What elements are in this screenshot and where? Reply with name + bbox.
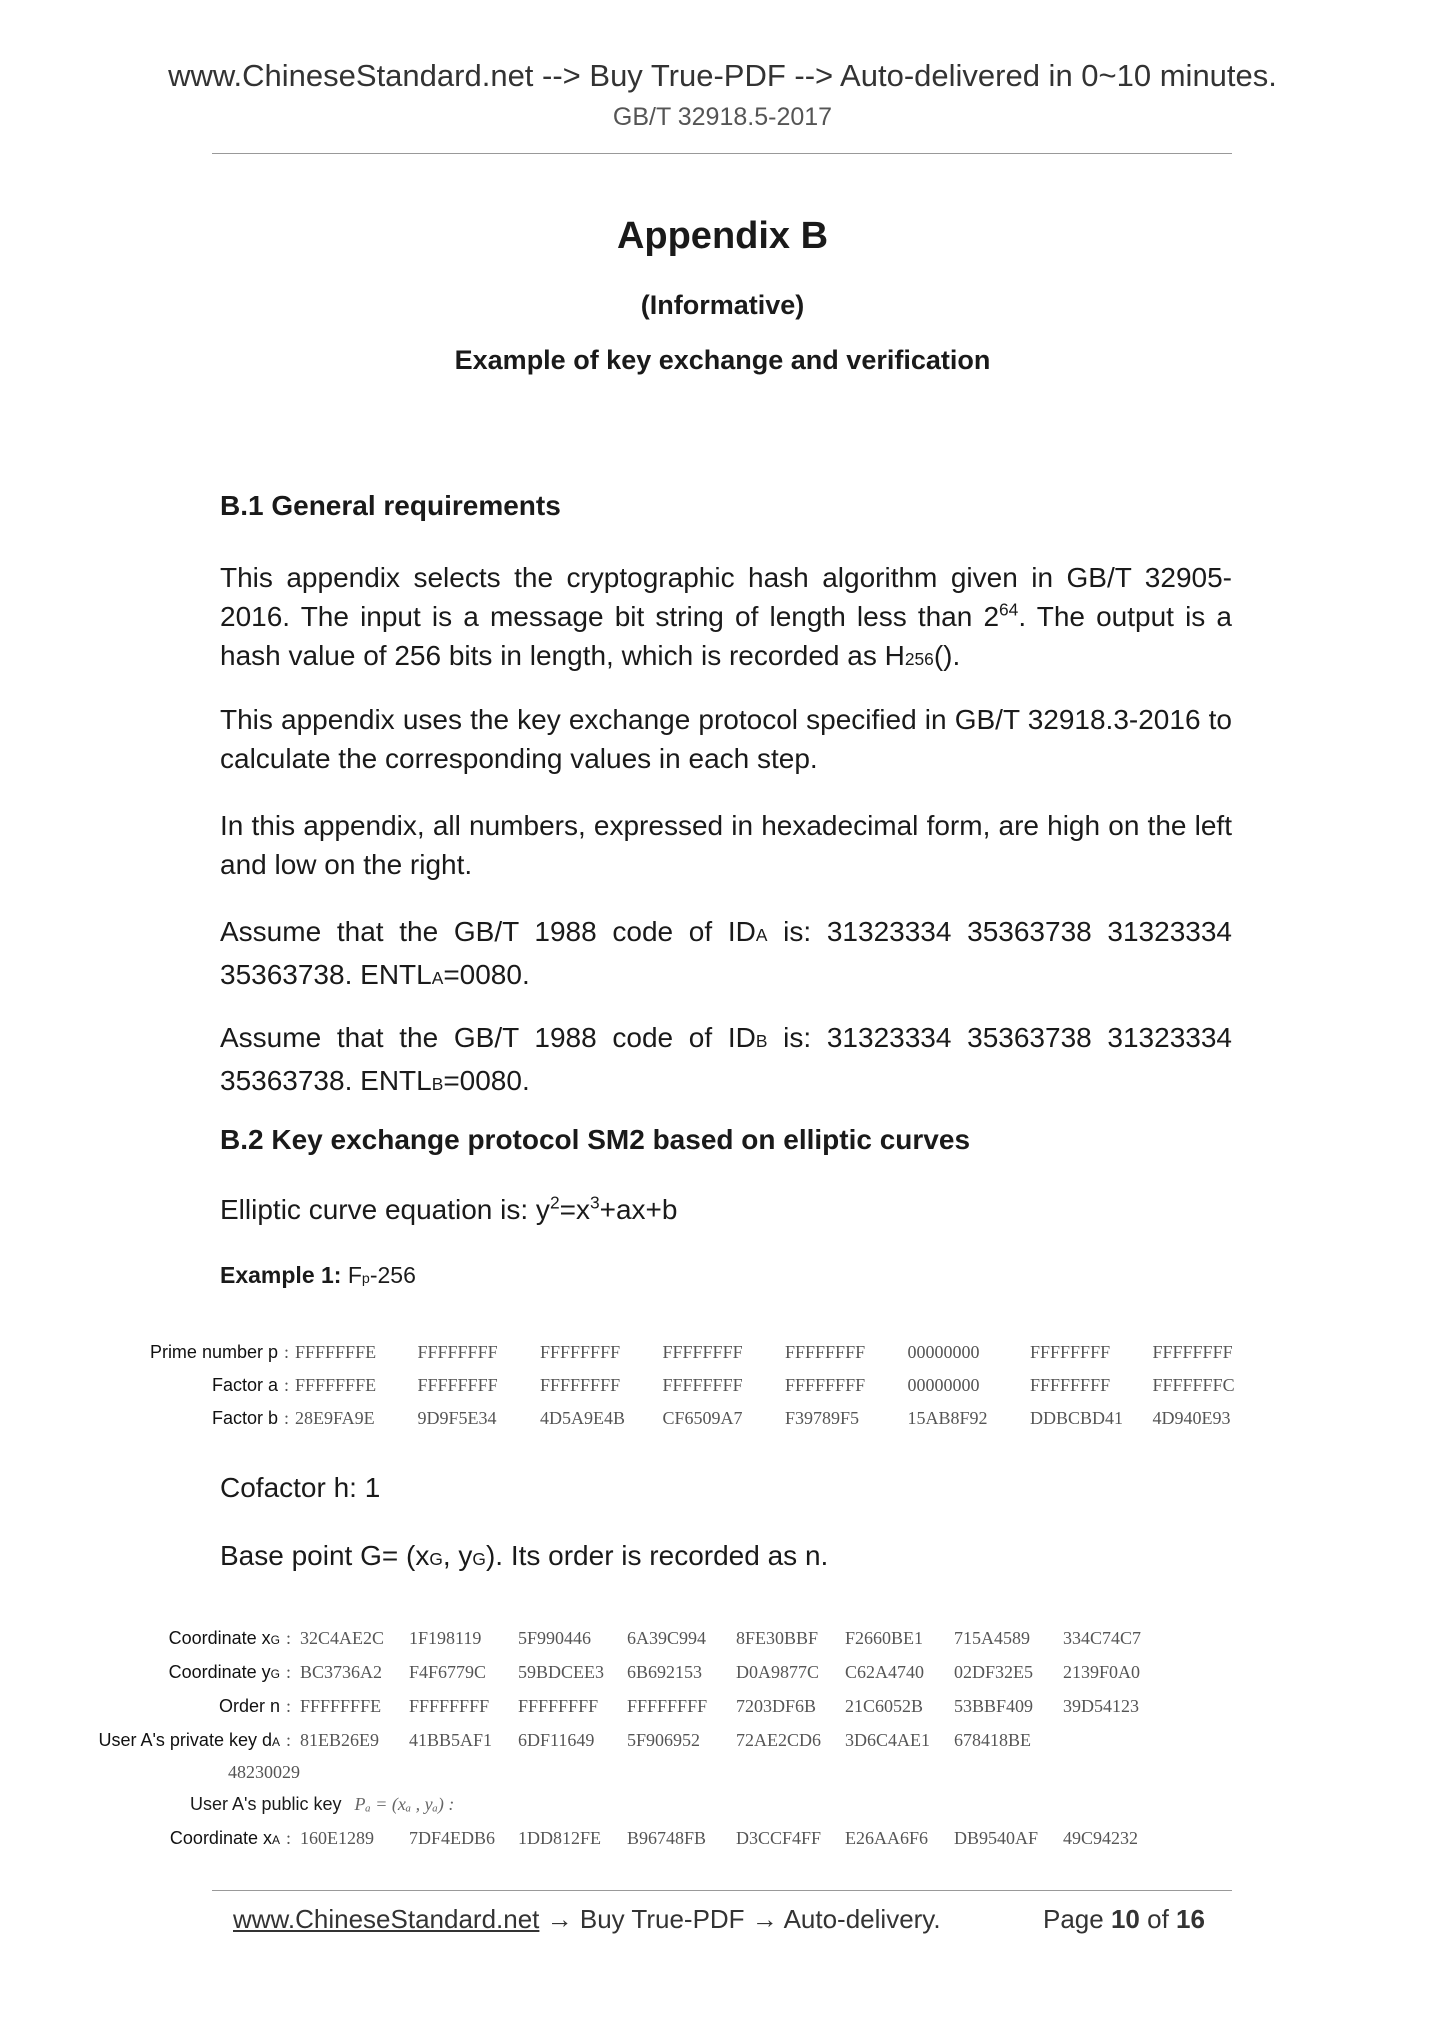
hex-value: 3D6C4AE1 — [845, 1730, 930, 1750]
hex-value: FFFFFFFE — [295, 1375, 377, 1395]
paragraph-hex: In this appendix, all numbers, expressed in hexadecimal form, are high on the left and low on the right. — [220, 810, 1232, 880]
parameter-label: Prime number p — [149, 1342, 278, 1362]
parameter-label: Factor b — [211, 1408, 278, 1428]
parameter-row — [0, 1730, 1445, 1758]
hex-value: 59BDCEE3 — [518, 1662, 605, 1682]
hex-value: BC3736A2 — [300, 1662, 383, 1682]
hex-value: B96748FB — [627, 1828, 707, 1848]
hex-value: FFFFFFFF — [662, 1342, 743, 1362]
appendix-title: Appendix B — [616, 215, 829, 257]
hex-value: 6A39C994 — [627, 1628, 707, 1648]
hex-value: DDBCBD41 — [1030, 1408, 1124, 1428]
parameter-row — [0, 1408, 1445, 1436]
footer-link[interactable]: www.ChineseStandard.net — [233, 1904, 540, 1934]
hex-value: 334C74C7 — [1063, 1628, 1142, 1648]
hex-value: 8FE30BBF — [736, 1628, 819, 1648]
hex-value: FFFFFFFF — [662, 1375, 743, 1395]
colon-separator: : — [286, 1696, 292, 1716]
colon-separator: : — [284, 1375, 290, 1395]
paragraph-ida: Assume that the GB/T 1988 code of IDA is: 31323334 35363738 31323334 35363738. ENTLA=0080. — [220, 916, 1232, 990]
hex-value: 72AE2CD6 — [736, 1730, 821, 1750]
hex-value: 160E1289 — [300, 1828, 374, 1848]
colon-separator: : — [284, 1408, 290, 1428]
hex-value: F39789F5 — [785, 1408, 860, 1428]
hex-value: F4F6779C — [409, 1662, 487, 1682]
parameter-label: Factor a — [211, 1375, 278, 1395]
hex-value: 28E9FA9E — [295, 1408, 375, 1428]
hex-value: 00000000 — [907, 1342, 980, 1362]
paragraph-protocol: This appendix uses the key exchange protocol specified in GB/T 32918.3-2016 to calculate the corresponding values in each step. — [220, 704, 1232, 774]
hex-value: 5F906952 — [627, 1730, 701, 1750]
colon-separator: : — [286, 1730, 292, 1750]
hex-value: 41BB5AF1 — [409, 1730, 493, 1750]
hex-value: 7DF4EDB6 — [409, 1828, 496, 1848]
hex-value: 9D9F5E34 — [417, 1408, 497, 1428]
footer-rule — [212, 1890, 1232, 1891]
hex-value: F2660BE1 — [845, 1628, 924, 1648]
hex-value: 81EB26E9 — [300, 1730, 379, 1750]
paragraph-hash: This appendix selects the cryptographic hash algorithm given in GB/T 32905-2016. The input is a message bit string of length less than $2^{64}$. The output is a hash value of 256 bits in length, which is recorded as H256(). — [220, 562, 1233, 671]
hex-value: 6DF11649 — [518, 1730, 595, 1750]
hex-value: 715A4589 — [954, 1628, 1030, 1648]
page-number: 10 — [1110, 1904, 1140, 1934]
appendix-subtitle: Example of key exchange and verification — [454, 345, 991, 375]
hex-value: FFFFFFFC — [1152, 1375, 1235, 1395]
public-key-row — [190, 1794, 454, 1815]
parameter-label: Order n — [218, 1696, 280, 1716]
hex-value: FFFFFFFF — [540, 1342, 621, 1362]
hex-value: FFFFFFFF — [540, 1375, 621, 1395]
hex-value: 49C94232 — [1063, 1828, 1139, 1848]
public-key-label: User A's public key — [190, 1794, 342, 1814]
hex-value: FFFFFFFF — [409, 1696, 490, 1716]
hex-value: 39D54123 — [1063, 1696, 1139, 1716]
hex-value: C62A4740 — [845, 1662, 925, 1682]
parameter-label: Coordinate xA — [169, 1828, 280, 1848]
hex-value: FFFFFFFF — [518, 1696, 599, 1716]
curve-equation: Elliptic curve equation is: $y^2=x^3+ax+b$ — [220, 1192, 678, 1225]
hex-value: 4D940E93 — [1152, 1408, 1231, 1428]
hex-value: FFFFFFFF — [1030, 1375, 1111, 1395]
hex-value: FFFFFFFE — [300, 1696, 382, 1716]
hex-value: FFFFFFFF — [1030, 1342, 1111, 1362]
hex-value: 00000000 — [907, 1375, 980, 1395]
parameter-label: Coordinate yG — [168, 1662, 280, 1682]
parameter-label: User A's private key dA — [98, 1730, 280, 1750]
header-banner: www.ChineseStandard.net --> Buy True-PDF --> Auto-delivered in 0~10 minutes. — [168, 58, 1277, 93]
parameter-row — [0, 1662, 1445, 1690]
hex-value: D0A9877C — [736, 1662, 820, 1682]
hex-value: D3CCF4FF — [736, 1828, 822, 1848]
hex-value: 678418BE — [954, 1730, 1032, 1750]
hex-value: E26AA6F6 — [845, 1828, 929, 1848]
hex-value: 15AB8F92 — [907, 1408, 988, 1428]
hex-value: 02DF32E5 — [954, 1662, 1034, 1682]
hex-value: FFFFFFFF — [627, 1696, 708, 1716]
page-indicator: Page 10 of 16 — [1043, 1904, 1205, 1934]
hex-value: FFFFFFFF — [785, 1375, 866, 1395]
parameter-row — [0, 1375, 1445, 1403]
cofactor-text: Cofactor h: 1 — [220, 1472, 381, 1503]
footer-text: www.ChineseStandard.net → Buy True-PDF → Auto-delivery. — [233, 1904, 941, 1934]
hex-value: 21C6052B — [845, 1696, 924, 1716]
hex-value: 1DD812FE — [518, 1828, 602, 1848]
page-total: 16 — [1176, 1904, 1205, 1934]
document-code: GB/T 32918.5-2017 — [612, 103, 833, 131]
hex-value: 2139F0A0 — [1063, 1662, 1141, 1682]
parameter-label: Coordinate xG — [168, 1628, 280, 1648]
hex-value: FFFFFFFF — [417, 1375, 498, 1395]
hex-value: 7203DF6B — [736, 1696, 817, 1716]
public-key-formula: Pₐ = (xₐ , yₐ) : — [354, 1794, 455, 1814]
colon-separator: : — [286, 1828, 292, 1848]
header-rule — [212, 153, 1232, 154]
hex-value: FFFFFFFF — [1152, 1342, 1233, 1362]
section-b2-heading: B.2 Key exchange protocol SM2 based on elliptic curves — [220, 1124, 971, 1155]
hex-value: 53BBF409 — [954, 1696, 1034, 1716]
hex-value: FFFFFFFF — [785, 1342, 866, 1362]
private-key-continuation: 48230029 — [228, 1762, 300, 1782]
colon-separator: : — [286, 1662, 292, 1682]
hex-value: 32C4AE2C — [300, 1628, 385, 1648]
hex-value: 1F198119 — [409, 1628, 482, 1648]
parameter-row — [0, 1628, 1445, 1656]
hex-value: DB9540AF — [954, 1828, 1039, 1848]
hex-value: FFFFFFFE — [295, 1342, 377, 1362]
paragraph-idb: Assume that the GB/T 1988 code of IDB is: 31323334 35363738 31323334 35363738. ENTLB=0080. — [220, 1022, 1232, 1096]
parameter-row — [0, 1342, 1445, 1370]
example-label: Example 1: Fp-256 — [220, 1262, 416, 1288]
hex-value: 4D5A9E4B — [540, 1408, 625, 1428]
section-b1-heading: B.1 General requirements — [220, 490, 561, 521]
hex-value: 5F990446 — [518, 1628, 592, 1648]
parameter-row — [0, 1828, 1445, 1856]
hex-value: FFFFFFFF — [417, 1342, 498, 1362]
colon-separator: : — [284, 1342, 290, 1362]
hex-value: CF6509A7 — [662, 1408, 743, 1428]
appendix-status: (Informative) — [640, 290, 805, 320]
base-point-text: Base point G= (xG, yG). Its order is recorded as n. — [220, 1540, 829, 1571]
parameter-row — [0, 1696, 1445, 1724]
hex-value: 6B692153 — [627, 1662, 703, 1682]
colon-separator: : — [286, 1628, 292, 1648]
